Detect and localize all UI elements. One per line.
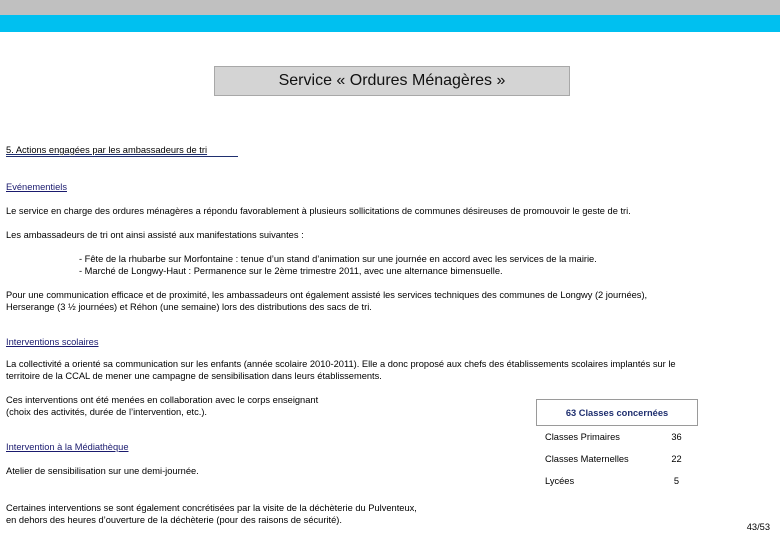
classes-table [536, 399, 698, 492]
page-title: Service « Ordures Ménagères » [278, 72, 506, 89]
paragraph-line: Herserange (3 ½ journées) et Réhon (une semaine) lors des distributions des sacs de tri. [6, 302, 372, 312]
table-cell-label: Classes Maternelles [545, 454, 629, 464]
classes-table-title: 63 Classes concernées [565, 407, 669, 418]
dechetterie-paragraph [6, 502, 417, 526]
paragraph-line: territoire de la CCAL de mener une campagne de sensibilisation dans leurs établissements. [6, 371, 382, 381]
table-cell-label: Classes Primaires [545, 432, 620, 442]
paragraph-line: Ces interventions ont été menées en collaboration avec le corps enseignant [6, 395, 319, 405]
evenementiels-paragraph-1: Le service en charge des ordures ménagères a répondu favorablement à plusieurs sollicitations de communes désireuses de promouvoir le geste de tri. [6, 206, 631, 216]
page-title-box [214, 66, 570, 96]
table-cell-value: 5 [673, 476, 680, 486]
paragraph-line: Pour une communication efficace et de proximité, les ambassadeurs ont également assisté les services techniques des communes de Longwy (2 journées), [6, 290, 648, 300]
accent-band [0, 15, 780, 32]
interventions-paragraph-2 [6, 394, 318, 418]
top-band [0, 0, 780, 15]
section-underline [6, 156, 238, 157]
evenementiels-paragraph-2: Les ambassadeurs de tri ont ainsi assisté aux manifestations suivantes : [6, 230, 304, 240]
mediatheque-text: Atelier de sensibilisation sur une demi-journée. [6, 466, 199, 476]
evenementiels-heading: Evénementiels [6, 182, 67, 192]
table-cell-label: Lycées [545, 476, 575, 486]
table-cell-value: 36 [671, 432, 682, 442]
interventions-heading: Interventions scolaires [6, 337, 99, 347]
evenementiels-paragraph-3 [6, 289, 647, 313]
interventions-paragraph-1 [6, 358, 676, 382]
section-heading: 5. Actions engagées par les ambassadeurs de tri [6, 145, 208, 155]
table-row [536, 448, 698, 470]
table-row [536, 426, 698, 448]
list-item: - Marché de Longwy-Haut : Permanence sur le 2ème trimestre 2011, avec une alternance bimensuelle. [79, 266, 503, 276]
table-cell-value: 22 [671, 454, 682, 464]
classes-table-body [536, 426, 698, 492]
classes-table-header [536, 399, 698, 426]
paragraph-line: en dehors des heures d’ouverture de la déchèterie (pour des raisons de sécurité). [6, 515, 342, 525]
manifestations-list [79, 253, 597, 277]
paragraph-line: Certaines interventions se sont également concrétisées par la visite de la déchèterie du Pulventeux, [6, 503, 417, 513]
mediatheque-heading: Intervention à la Médiathèque [6, 442, 129, 452]
paragraph-line: (choix des activités, durée de l’intervention, etc.). [6, 407, 208, 417]
table-row [536, 470, 698, 492]
page-number: 43/53 [746, 522, 770, 532]
paragraph-line: La collectivité a orienté sa communication sur les enfants (année scolaire 2010-2011). Elle a donc proposé aux chefs des établissements scolaires implantés sur le [6, 359, 676, 369]
list-item: - Fête de la rhubarbe sur Morfontaine : tenue d’un stand d’animation sur une journée en accord avec les services de la mairie. [79, 254, 597, 264]
